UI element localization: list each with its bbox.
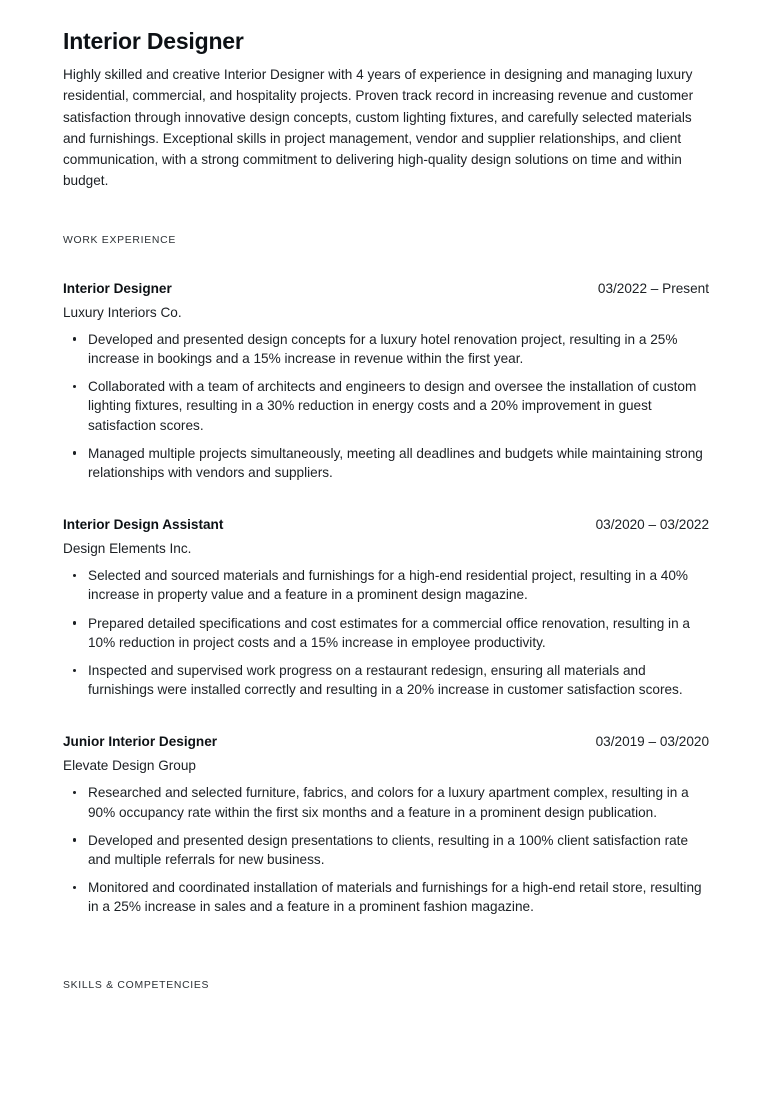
- work-entry-company: Elevate Design Group: [63, 758, 196, 774]
- list-item-text: Prepared detailed specifications and cost estimates for a commercial office renovation, resulting in a 10% reduction in project costs and a 15% increase in employee productivity.: [88, 615, 690, 650]
- bullet-point-icon: [73, 669, 76, 672]
- bullet-point-icon: [73, 385, 76, 388]
- work-entry: [63, 516, 709, 699]
- list-item-text: Developed and presented design concepts for a luxury hotel renovation project, resulting in a 25% increase in bookings and a 15% increase in revenue within the first year.: [88, 331, 678, 367]
- work-entry-company: Luxury Interiors Co.: [63, 304, 182, 320]
- list-item-text: Developed and presented design presentations to clients, resulting in a 100% client satisfaction rate and multiple referrals for new business.: [88, 832, 689, 868]
- list-item: [63, 330, 709, 368]
- list-item-text: Researched and selected furniture, fabrics, and colors for a luxury apartment complex, resulting in a 90% occupancy rate within the first six months and a feature in a prominent design publication.: [88, 785, 689, 820]
- work-entry-title: Interior Design Assistant: [63, 517, 224, 533]
- work-entry-header: [63, 516, 709, 534]
- bullet-point-icon: [73, 451, 76, 454]
- list-item: [63, 377, 709, 435]
- list-item: [63, 614, 709, 652]
- list-item: [63, 831, 709, 869]
- professional-summary: Highly skilled and creative Interior Designer with 4 years of experience in designing and managing luxury residential, commercial, and hospitality projects. Proven track record in increasing revenue and customer satisfaction through innovative design concepts, custom lighting fixtures, and carefully selected materials and furnishings. Exceptional skills in project management, vendor and supplier relationships, and client communication, with a strong commitment to delivering high-quality design solutions on time and within budget.: [63, 67, 694, 189]
- work-entry-dates: 03/2020 – 03/2022: [595, 517, 709, 533]
- section-heading-work-experience: WORK EXPERIENCE: [63, 235, 176, 247]
- list-item-text: Collaborated with a team of architects and engineers to design and oversee the installation of custom lighting fixtures, resulting in a 30% reduction in energy costs and a 20% improvement in guest satisfaction scores.: [88, 379, 697, 433]
- section-heading-skills-competencies: SKILLS & COMPETENCIES: [63, 979, 210, 991]
- work-entry-header: [63, 733, 709, 751]
- list-item: [63, 783, 709, 821]
- bullet-point-icon: [73, 337, 76, 340]
- list-item: [63, 661, 709, 699]
- work-entry-dates: 03/2019 – 03/2020: [595, 734, 709, 750]
- work-entry-bullet-list: [63, 566, 709, 699]
- bullet-point-icon: [73, 574, 76, 577]
- page-title: Interior Designer: [63, 28, 244, 54]
- work-entry-dates: 03/2022 – Present: [597, 280, 709, 296]
- list-item-text: Selected and sourced materials and furnishings for a high-end residential project, resulting in a 40% increase in property value and a feature in a prominent design magazine.: [88, 568, 688, 603]
- work-entry-header: [63, 280, 709, 298]
- work-entry-title: Interior Designer: [63, 280, 172, 296]
- resume-content-column: [63, 0, 709, 992]
- list-item-text: Monitored and coordinated installation of materials and furnishings for a high-end retail store, resulting in a 25% increase in sales and a feature in a prominent fashion magazine.: [88, 880, 702, 915]
- bullet-point-icon: [73, 621, 76, 624]
- work-entry-title: Junior Interior Designer: [63, 734, 218, 750]
- list-item-text: Inspected and supervised work progress on a restaurant redesign, ensuring all materials and furnishings were installed correctly and resulting in a 20% increase in customer satisfaction scores.: [88, 663, 683, 698]
- list-item: [63, 444, 709, 482]
- work-entry: [63, 733, 709, 916]
- list-item-text: Managed multiple projects simultaneously, meeting all deadlines and budgets while maintaining strong relationships with vendors and suppliers.: [88, 445, 703, 481]
- work-entry: [63, 280, 709, 482]
- bullet-point-icon: [73, 791, 76, 794]
- work-entry-company: Design Elements Inc.: [63, 541, 192, 557]
- bullet-point-icon: [73, 838, 76, 841]
- work-entry-bullet-list: [63, 330, 709, 482]
- bullet-point-icon: [73, 886, 76, 889]
- list-item: [63, 878, 709, 916]
- work-entry-bullet-list: [63, 783, 709, 916]
- list-item: [63, 566, 709, 604]
